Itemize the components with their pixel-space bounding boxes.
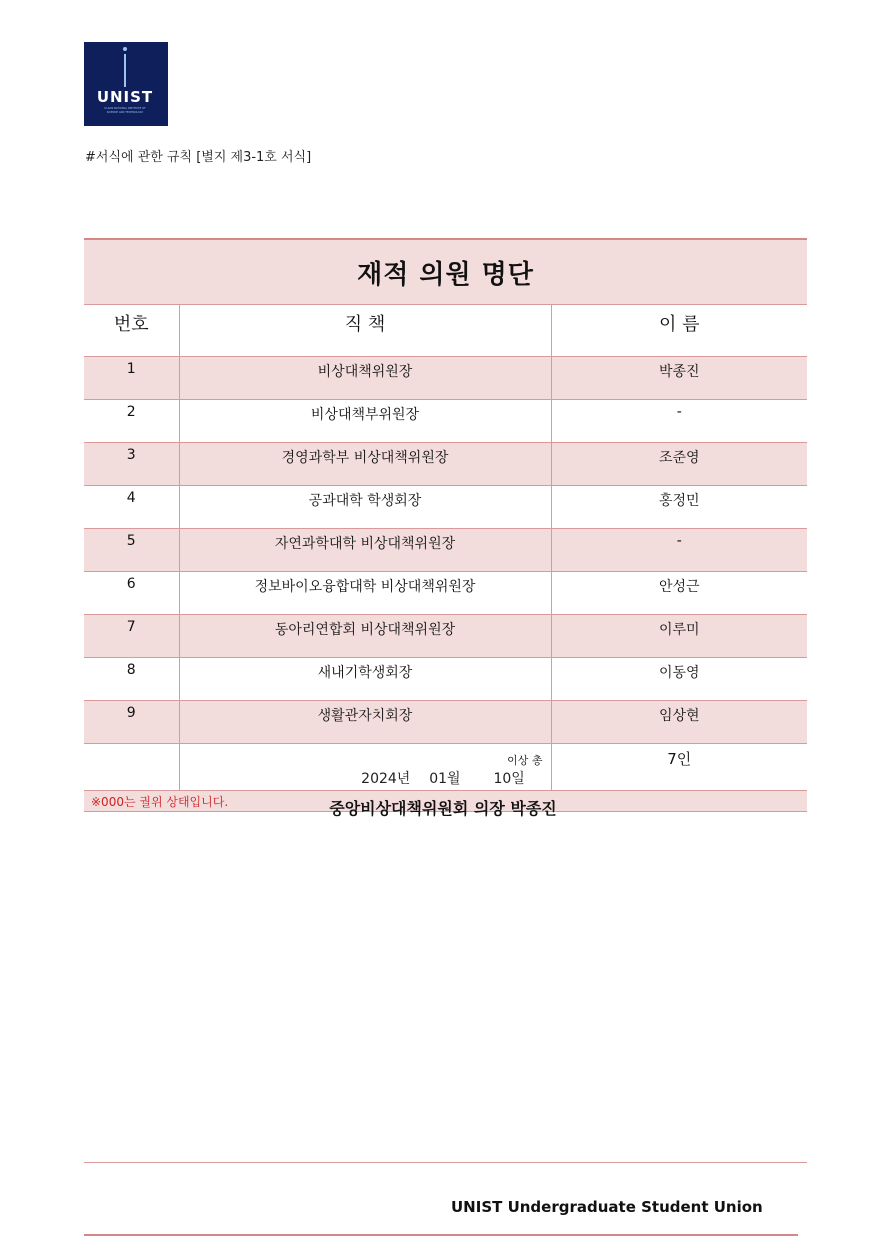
date-year: 2024년 [361,771,411,787]
row-name: 이동영 [551,658,807,701]
table-row [84,443,807,486]
svg-text:SCIENCE AND TECHNOLOGY: SCIENCE AND TECHNOLOGY [106,111,144,114]
table-row [84,400,807,443]
signature-line: 중앙비상대책위원회 의장 박종진 [329,799,557,818]
header-number: 번호 [84,305,179,357]
regulation-note: #서식에 관한 규칙 [별지 제3-1호 서식] [85,150,312,165]
document-date [0,768,886,788]
date-month: 01월 [429,771,461,787]
table-row [84,529,807,572]
row-number: 9 [84,701,179,744]
row-number: 4 [84,486,179,529]
header-name: 이 름 [551,305,807,357]
svg-text:UNIST: UNIST [96,88,154,106]
row-position: 경영과학부 비상대책위원장 [179,443,551,486]
row-number: 5 [84,529,179,572]
row-name: 이루미 [551,615,807,658]
total-label: 이상 총 [179,744,551,791]
table-row [84,615,807,658]
row-position: 비상대책위원장 [179,357,551,400]
footer-divider-top [84,1162,807,1163]
row-number: 7 [84,615,179,658]
row-name: - [551,400,807,443]
row-position: 공과대학 학생회장 [179,486,551,529]
row-position: 동아리연합회 비상대책위원장 [179,615,551,658]
member-roster-table [84,238,807,812]
row-position: 새내기학생회장 [179,658,551,701]
row-position: 생활관자치회장 [179,701,551,744]
row-name: 조준영 [551,443,807,486]
row-number: 1 [84,357,179,400]
date-day: 10일 [493,771,525,787]
row-number: 8 [84,658,179,701]
total-value: 7인 [551,744,807,791]
footer-organization: UNIST Undergraduate Student Union [451,1198,763,1216]
table-title: 재적 의원 명단 [84,239,807,305]
row-name: 홍정민 [551,486,807,529]
row-number: 3 [84,443,179,486]
table-header-row [84,305,807,357]
row-number: 2 [84,400,179,443]
table-title-row [84,239,807,305]
svg-text:ULSAN NATIONAL INSTITUTE OF: ULSAN NATIONAL INSTITUTE OF [104,107,146,110]
row-name: 박종진 [551,357,807,400]
header-position: 직 책 [179,305,551,357]
table-row [84,357,807,400]
table-row [84,701,807,744]
footer-divider-bottom [84,1234,798,1236]
row-name: 안성근 [551,572,807,615]
table-row [84,658,807,701]
vacancy-note: ※000는 궐위 상태입니다. [84,791,807,812]
unist-logo [84,42,168,126]
row-name: 임상현 [551,701,807,744]
row-position: 자연과학대학 비상대책위원장 [179,529,551,572]
unist-logo-mark [84,42,168,126]
table-row [84,486,807,529]
row-position: 정보바이오융합대학 비상대책위원장 [179,572,551,615]
row-name: - [551,529,807,572]
row-number: 6 [84,572,179,615]
table-row [84,572,807,615]
row-position: 비상대책부위원장 [179,400,551,443]
